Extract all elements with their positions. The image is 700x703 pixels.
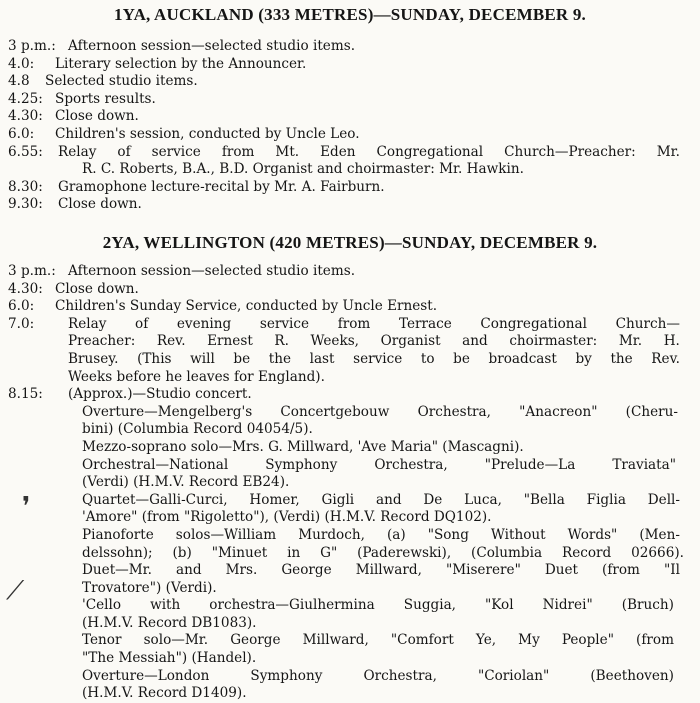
schedule-text: Pianoforte solos—William Murdoch, (a) "Song Without Words" (Men- [82, 526, 680, 543]
schedule-text: (Approx.)—Studio concert. [68, 386, 252, 403]
section-heading-auckland: 1YA, AUCKLAND (333 METRES)—SUNDAY, DECEMBER 9. [113, 5, 587, 24]
schedule-row [0, 369, 700, 387]
schedule-row [0, 56, 700, 74]
schedule-row [0, 597, 700, 615]
schedule-row [0, 196, 700, 214]
schedule-text: Trovatore") (Verdi). [82, 579, 217, 596]
schedule-row [0, 298, 700, 316]
schedule-text: Tenor solo—Mr. George Millward, "Comfort Ye, My People" (from [82, 632, 674, 649]
schedule-text: Overture—London Symphony Orchestra, "Coriolan" (Beethoven) [82, 667, 674, 684]
schedule-text: (H.M.V. Record DB1083). [82, 614, 257, 631]
schedule-row [0, 474, 700, 492]
schedule-row [0, 161, 700, 179]
schedule-text: Weeks before he leaves for England). [68, 368, 325, 385]
schedule-text: Children's session, conducted by Uncle Leo. [55, 125, 360, 142]
schedule-text: Duet—Mr. and Mrs. George Millward, "Miserere" Duet (from "Il [82, 562, 680, 579]
schedule-row [0, 73, 700, 91]
schedule-row [0, 439, 700, 457]
schedule-text: Close down. [58, 196, 142, 213]
schedule-row [0, 404, 700, 422]
schedule-text: Orchestral—National Symphony Orchestra, "Prelude—La Traviata" [82, 456, 676, 473]
schedule-row [0, 545, 700, 563]
schedule-row [0, 126, 700, 144]
schedule-text: Sports results. [55, 90, 156, 107]
schedule-text: Afternoon session—selected studio items. [68, 38, 356, 54]
schedule-time: 9.30: [8, 196, 43, 213]
schedule-text: R. C. Roberts, B.A., B.D. Organist and choirmaster: Mr. Hawkin. [82, 161, 524, 178]
schedule-row [0, 492, 700, 510]
schedule-time: 3 p.m.: [8, 38, 56, 54]
schedule-time: 4.30: [8, 108, 43, 125]
schedule-row [0, 316, 700, 334]
schedule-row [0, 562, 700, 580]
schedule-text: Relay of evening service from Terrace Congregational Church— [68, 315, 680, 332]
schedule-row [0, 457, 700, 475]
schedule-time: 4.30: [8, 280, 43, 297]
schedule-text: Literary selection by the Announcer. [55, 55, 307, 72]
schedule-text: bini) (Columbia Record 04054/5). [82, 421, 313, 438]
wellington-schedule [0, 263, 700, 703]
schedule-text: Children's Sunday Service, conducted by Uncle Ernest. [55, 298, 438, 315]
schedule-row [0, 108, 700, 126]
schedule-text: "The Messiah") (Handel). [82, 650, 257, 667]
section-heading-wellington: 2YA, WELLINGTON (420 METRES)—SUNDAY, DECEMBER 9. [102, 233, 598, 252]
ink-blot-mark: ❜ [22, 492, 31, 522]
schedule-text: (H.M.V. Record D1409). [82, 685, 247, 702]
schedule-text: (Verdi) (H.M.V. Record EB24). [82, 474, 290, 491]
schedule-row [0, 632, 700, 650]
schedule-row [0, 351, 700, 369]
schedule-row [0, 386, 700, 404]
schedule-text: Quartet—Galli-Curci, Homer, Gigli and De Luca, "Bella Figlia Dell- [82, 491, 680, 508]
schedule-row [0, 421, 700, 439]
schedule-row [0, 263, 700, 281]
schedule-row [0, 38, 700, 56]
schedule-text: 'Cello with orchestra—Giulhermina Suggia, "Kol Nidrei" (Bruch) [82, 597, 674, 614]
schedule-text: Gramophone lecture-recital by Mr. A. Fairburn. [58, 178, 385, 195]
schedule-time: 7.0: [8, 315, 35, 332]
schedule-text: Selected studio items. [45, 73, 198, 90]
schedule-row [0, 179, 700, 197]
schedule-time: 3 p.m.: [8, 263, 56, 279]
schedule-text: Brusey. (This will be the last service to be broadcast by the Rev. [68, 350, 680, 367]
schedule-row [0, 333, 700, 351]
schedule-time: 8.30: [8, 178, 43, 195]
schedule-row [0, 509, 700, 527]
schedule-time: 4.25: [8, 90, 43, 107]
schedule-time: 6.0: [8, 125, 35, 142]
schedule-text: Preacher: Rev. Ernest R. Weeks, Organist and choirmaster: Mr. H. [68, 333, 680, 350]
schedule-time: 6.0: [8, 298, 35, 315]
schedule-time: 8.15: [8, 386, 43, 403]
schedule-row [0, 580, 700, 598]
schedule-text: Mezzo-soprano solo—Mrs. G. Millward, 'Ave Maria" (Mascagni). [82, 438, 524, 455]
schedule-time: 4.0: [8, 55, 35, 72]
schedule-row [0, 685, 700, 703]
schedule-row [0, 281, 700, 299]
schedule-row [0, 91, 700, 109]
schedule-text: Overture—Mengelberg's Concertgebouw Orchestra, "Anacreon" (Cheru- [82, 403, 678, 420]
schedule-text: Relay of service from Mt. Eden Congregational Church—Preacher: Mr. [58, 143, 680, 160]
schedule-text: delssohn); (b) "Minuet in G" (Paderewski), (Columbia Record 02666). [82, 544, 684, 561]
schedule-text: Close down. [55, 108, 139, 125]
schedule-text: Afternoon session—selected studio items. [68, 263, 356, 279]
schedule-row [0, 144, 700, 162]
schedule-row [0, 668, 700, 686]
schedule-time: 4.8 [8, 73, 30, 90]
ink-scratch-mark: ⟋ [6, 576, 25, 606]
schedule-row [0, 650, 700, 668]
schedule-row [0, 615, 700, 633]
auckland-schedule [0, 38, 700, 214]
schedule-text: Close down. [55, 280, 139, 297]
schedule-time: 6.55: [8, 143, 43, 160]
schedule-row [0, 527, 700, 545]
schedule-text: 'Amore" (from "Rigoletto"), (Verdi) (H.M.V. Record DQ102). [82, 509, 492, 526]
